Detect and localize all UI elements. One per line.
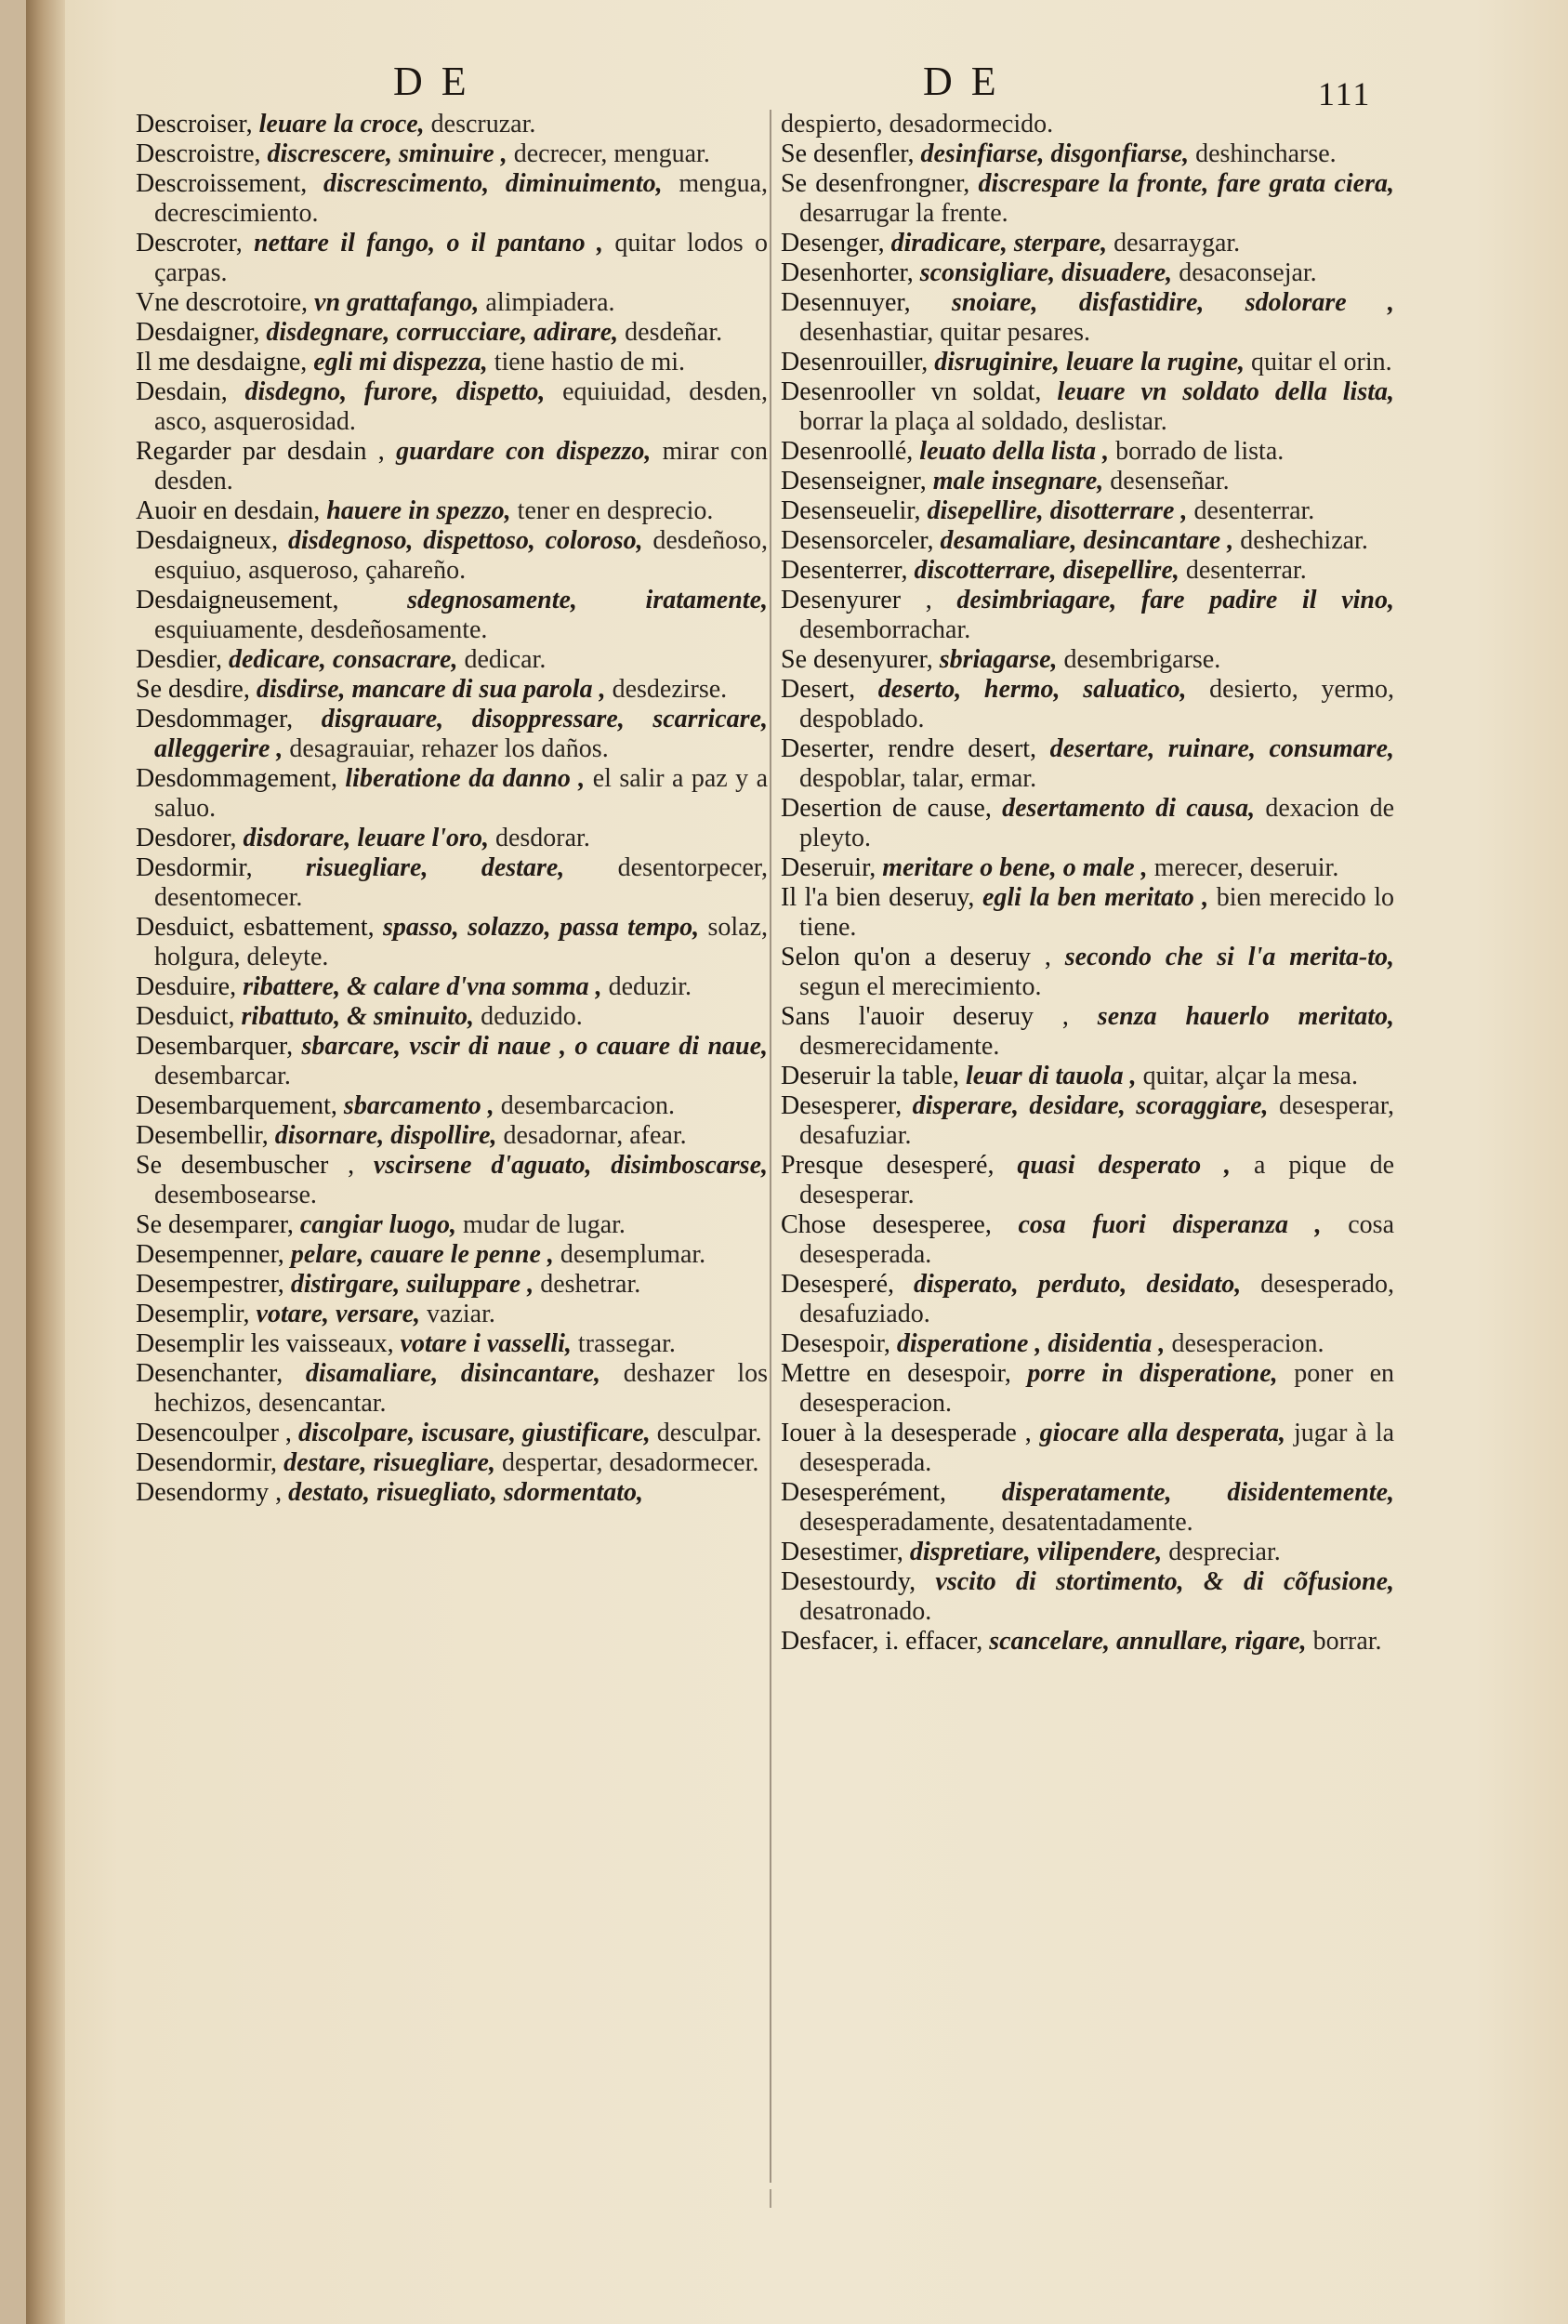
entry-headword: Desdaigneusement, [136,586,339,614]
entry-italian: discrescimento, diminuimento, [323,169,663,198]
entry-italian: leuare la croce, [258,110,425,139]
entry-headword: Desenseigner, [781,467,927,495]
entry-italian: vscirsene d'aguato, disimboscarse, [373,1151,768,1180]
entry-italian: discrescere, sminuire , [267,139,507,168]
running-head-left: DE [393,59,485,104]
entry-headword: Desert, [781,675,856,704]
dictionary-entry [781,288,1394,348]
entry-spanish: mirar con desden. [154,437,768,495]
dictionary-entry [781,526,1394,556]
entry-headword: Deseruir, [781,853,876,882]
dictionary-entry [136,1240,768,1270]
entry-headword: Desdommager, [136,705,294,733]
entry-italian: disepellire, disotterrare , [927,496,1188,525]
entry-headword: Selon qu'on a deseruy , [781,943,1051,971]
dictionary-entry [136,110,768,139]
entry-spanish: desembarcar. [154,1062,291,1090]
entry-spanish: desesperacion. [1171,1329,1324,1358]
entry-italian: deserto, hermo, saluatico, [877,675,1187,704]
entry-italian: disruginire, leuare la rugine, [934,348,1245,376]
dictionary-entry [781,467,1394,496]
entry-headword: Descroissement, [136,169,308,198]
entry-spanish: desaconsejar. [1179,258,1317,287]
entry-italian: disornare, dispollire, [274,1121,497,1150]
entry-spanish: despoblar, talar, ermar. [799,764,1037,793]
entry-italian: discrespare la fronte, fare grata ciera, [978,169,1394,198]
dictionary-entry [781,1419,1394,1478]
dictionary-entry [136,913,768,972]
entry-spanish: desarraygar. [1113,229,1241,257]
entry-headword: Chose desesperee, [781,1210,992,1239]
entry-headword: Desdaigner, [136,318,260,347]
entry-italian: disperato, perduto, desidato, [914,1270,1242,1299]
dictionary-entry [781,110,1394,139]
entry-headword: Desfacer, i. effacer, [781,1627,983,1656]
entry-italian: liberatione da danno , [345,764,586,793]
entry-spanish: desdorar. [494,824,590,852]
entry-spanish: solaz, holgura, deleyte. [154,913,768,971]
entry-headword: Desenterrer, [781,556,908,585]
entry-spanish: desdezirse. [612,675,728,704]
entry-spanish: desmerecidamente. [799,1032,1000,1061]
entry-headword: Desesperer, [781,1091,903,1120]
entry-italian: dispretiare, vilipendere, [909,1538,1163,1566]
dictionary-entry [781,1538,1394,1567]
dictionary-entry [781,348,1394,377]
entry-spanish: trassegar. [577,1329,676,1358]
entry-spanish: deshazer los hechizos, desencantar. [154,1359,768,1418]
entry-headword: Desespoir, [781,1329,890,1358]
dictionary-entry [136,437,768,496]
dictionary-entry [781,883,1394,943]
entry-italian: distirgare, suiluppare , [290,1270,534,1299]
entry-spanish: deshechizar. [1240,526,1368,555]
entry-spanish: despreciar. [1168,1538,1281,1566]
entry-italian: desertare, ruinare, consumare, [1049,734,1394,763]
dictionary-entry [781,139,1394,169]
dictionary-entry [781,794,1394,853]
entry-spanish: deshincharse. [1195,139,1337,168]
entry-italian: pelare, cauare le penne , [290,1240,554,1269]
entry-headword: Mettre en desespoir, [781,1359,1011,1388]
entry-spanish: mengua, decrescimiento. [154,169,768,228]
entry-headword: Desembellir, [136,1121,269,1150]
entry-spanish: decrecer, menguar. [513,139,710,168]
entry-headword: Desenrooller vn soldat, [781,377,1042,406]
dictionary-entry [136,1478,768,1508]
entry-spanish: poner en desesperacion. [799,1359,1394,1418]
entry-spanish: dedicar. [464,645,547,674]
entry-spanish: dexacion de pleyto. [799,794,1394,852]
entry-spanish: tener en desprecio. [517,496,714,525]
column-rule-tail [770,2189,771,2208]
dictionary-entry [136,229,768,288]
entry-italian: porre in disperatione, [1027,1359,1278,1388]
dictionary-entry [781,734,1394,794]
dictionary-entry [136,764,768,824]
dictionary-entry [781,229,1394,258]
entry-headword: Desennuyer, [781,288,911,317]
dictionary-entry [781,853,1394,883]
entry-italian: destato, risuegliato, sdormentato, [288,1478,644,1507]
entry-spanish: merecer, deseruir. [1153,853,1339,882]
entry-italian: desinfiarse, disgonfiarse, [920,139,1190,168]
entry-italian: risuegliare, destare, [306,853,565,882]
dictionary-entry [136,1300,768,1329]
dictionary-entry [136,645,768,675]
dictionary-entry [781,1210,1394,1270]
entry-italian: spasso, solazzo, passa tempo, [383,913,700,942]
column-rule [770,110,771,2183]
entry-spanish: a pique de desesperar. [799,1151,1394,1209]
entry-headword: Se desenyurer, [781,645,933,674]
entry-headword: Desesperé, [781,1270,895,1299]
entry-italian: votare i vasselli, [400,1329,572,1358]
entry-italian: cosa fuori disperanza , [1018,1210,1322,1239]
entry-headword: Desembarquer, [136,1032,294,1061]
entry-spanish: desierto, yermo, despoblado. [799,675,1394,733]
entry-spanish: quitar, alçar la mesa. [1142,1062,1358,1090]
dictionary-entry [136,348,768,377]
dictionary-entry [136,1329,768,1359]
entry-italian: quasi desperato , [1017,1151,1232,1180]
entry-headword: Desencoulper , [136,1419,292,1447]
entry-italian: leuar di tauola , [966,1062,1137,1090]
entry-spanish: desarrugar la frente. [799,199,1008,228]
entry-italian: cangiar luogo, [299,1210,456,1239]
page-number: 111 [1318,75,1372,112]
entry-spanish: desembrigarse. [1063,645,1221,674]
dictionary-entry [136,526,768,586]
dictionary-entry [781,943,1394,1002]
entry-spanish: desesperadamente, desatentadamente. [799,1508,1193,1537]
entry-italian: desertamento di causa, [1002,794,1256,823]
entry-italian: votare, versare, [256,1300,421,1328]
entry-spanish: equiuidad, desden, asco, asquerosidad. [154,377,768,436]
entry-headword: Desestourdy, [781,1567,916,1596]
dictionary-entry [136,972,768,1002]
entry-italian: vn grattafango, [314,288,480,317]
dictionary-entry [781,1002,1394,1062]
entry-spanish: esquiuamente, desdeñosamente. [154,615,488,644]
entry-spanish: desadornar, afear. [503,1121,687,1150]
entry-headword: Desenrouiller, [781,348,929,376]
entry-spanish: desembarcacion. [500,1091,676,1120]
entry-italian: leuato della lista , [919,437,1110,466]
entry-headword: Desdaigneux, [136,526,279,555]
right-column [781,110,1394,2248]
entry-spanish: quitar lodos o çarpas. [154,229,768,287]
entry-italian: leuare vn soldato della lista, [1057,377,1394,406]
entry-headword: Descroistre, [136,139,261,168]
entry-italian: egli la ben meritato , [982,883,1209,912]
entry-spanish: despierto, desadormecido. [781,110,1054,139]
entry-spanish: jugar à la desesperada. [799,1419,1394,1477]
dictionary-entry [781,556,1394,586]
entry-headword: Desdain, [136,377,228,406]
entry-spanish: vaziar. [427,1300,495,1328]
entry-spanish: despertar, desadormecer. [501,1448,759,1477]
dictionary-entry [781,586,1394,645]
entry-spanish: desdeñoso, esquiuo, asqueroso, çahareño. [154,526,768,585]
entry-spanish: tiene hastio de mi. [494,348,686,376]
dictionary-entry [136,1210,768,1240]
entry-italian: dedicare, consacrare, [228,645,458,674]
dictionary-entry [781,437,1394,467]
entry-headword: Desduict, esbattement, [136,913,375,942]
entry-italian: disperatione , disidentia , [896,1329,1166,1358]
book-page [26,0,1568,2324]
entry-italian: disamaliare, disincantare, [305,1359,601,1388]
entry-spanish: borrado de lista. [1115,437,1285,466]
entry-italian: ribattere, & calare d'vna somma , [243,972,602,1001]
entry-italian: disdegnoso, dispettoso, coloroso, [287,526,643,555]
entry-italian: meritare o bene, o male , [882,853,1148,882]
dictionary-entry [781,169,1394,229]
dictionary-entry [136,169,768,229]
entry-italian: disdegnare, corrucciare, adirare, [266,318,619,347]
entry-spanish: cosa desesperada. [799,1210,1394,1269]
entry-headword: Desdommagement, [136,764,337,793]
entry-headword: Desenger, [781,229,885,257]
entry-italian: destare, risuegliare, [283,1448,495,1477]
dictionary-entry [136,288,768,318]
entry-italian: sbarcamento , [343,1091,494,1120]
dictionary-entry [136,318,768,348]
entry-headword: Desdier, [136,645,222,674]
entry-italian: ribattuto, & sminuito, [241,1002,475,1031]
entry-spanish: segun el merecimiento. [799,972,1042,1001]
dictionary-entry [781,1627,1394,1657]
entry-headword: Desemplir, [136,1300,250,1328]
entry-headword: Se desdire, [136,675,250,704]
entry-spanish: deshetrar. [540,1270,641,1299]
entry-spanish: bien merecido lo tiene. [799,883,1394,942]
entry-italian: sdegnosamente, iratamente, [407,586,768,614]
entry-spanish: desculpar. [656,1419,762,1447]
entry-italian: disdirse, mancare di sua parola , [256,675,606,704]
entry-headword: Descroter, [136,229,243,257]
dictionary-entry [781,675,1394,734]
entry-italian: senza hauerlo meritato, [1097,1002,1394,1031]
dictionary-entry [136,824,768,853]
entry-spanish: descruzar. [430,110,536,139]
entry-spanish: desenterrar. [1193,496,1315,525]
dictionary-entry [781,1151,1394,1210]
entry-spanish: desdeñar. [625,318,723,347]
entry-italian: discolpare, iscusare, giustificare, [297,1419,651,1447]
dictionary-entry [136,1002,768,1032]
entry-spanish: desembosearse. [154,1181,317,1209]
entry-headword: Desenseuelir, [781,496,921,525]
entry-headword: Il l'a bien deseruy, [781,883,975,912]
entry-italian: desamaliare, desincantare , [940,526,1234,555]
entry-headword: Se desenfrongner, [781,169,970,198]
entry-headword: Vne descrotoire, [136,288,309,317]
dictionary-entry [136,377,768,437]
entry-headword: Desempenner, [136,1240,284,1269]
dictionary-entry [136,1359,768,1419]
dictionary-entry [136,139,768,169]
entry-italian: sbarcare, vscir di naue , o cauare di naue, [301,1032,768,1061]
entry-headword: Presque desesperé, [781,1151,995,1180]
entry-headword: Deseruir la table, [781,1062,960,1090]
entry-headword: Auoir en desdain, [136,496,321,525]
entry-italian: disperare, desidare, scoraggiare, [912,1091,1269,1120]
entry-italian: disdorare, leuare l'oro, [243,824,489,852]
dictionary-entry [136,1419,768,1448]
entry-italian: snoiare, disfastidire, sdolorare , [951,288,1394,317]
dictionary-entry [136,496,768,526]
entry-headword: Se desembuscher , [136,1151,355,1180]
dictionary-entry [781,258,1394,288]
entry-spanish: desesperar, desafuziar. [799,1091,1394,1150]
entry-spanish: desemborrachar. [799,615,971,644]
entry-spanish: deduzido. [481,1002,583,1031]
entry-headword: Desertion de cause, [781,794,992,823]
dictionary-entry [781,1567,1394,1627]
entry-headword: Se desenfler, [781,139,915,168]
entry-italian: scancelare, annullare, rigare, [989,1627,1307,1656]
dictionary-entry [136,1032,768,1091]
entry-italian: egli mi dispezza, [313,348,488,376]
entry-headword: Desesperément, [781,1478,947,1507]
entry-headword: Desdorer, [136,824,237,852]
entry-spanish: quitar el orin. [1251,348,1392,376]
entry-headword: Il me desdaigne, [136,348,308,376]
entry-headword: Desestimer, [781,1538,903,1566]
entry-spanish: desenhastiar, quitar pesares. [799,318,1090,347]
dictionary-entry [781,1359,1394,1419]
entry-italian: sconsigliare, disuadere, [919,258,1173,287]
entry-headword: Desempestrer, [136,1270,284,1299]
dictionary-entry [781,1270,1394,1329]
entry-italian: guardare con dispezzo, [396,437,652,466]
dictionary-entry [781,1091,1394,1151]
entry-italian: hauere in spezzo, [326,496,511,525]
entry-headword: Desduire, [136,972,237,1001]
entry-spanish: mudar de lugar. [462,1210,626,1239]
dictionary-entry [136,1270,768,1300]
entry-spanish: borrar. [1312,1627,1382,1656]
dictionary-entry [136,1448,768,1478]
dictionary-entry [136,675,768,705]
dictionary-entry [781,496,1394,526]
entry-spanish: borrar la plaça al soldado, deslistar. [799,407,1167,436]
entry-spanish: desemplumar. [560,1240,706,1269]
entry-spanish: desesperado, desafuziado. [799,1270,1394,1328]
dictionary-entry [781,377,1394,437]
dictionary-entry [781,1478,1394,1538]
entry-italian: disdegno, furore, dispetto, [244,377,546,406]
entry-headword: Desensorceler, [781,526,934,555]
entry-headword: Deserter, rendre desert, [781,734,1037,763]
entry-headword: Desenhorter, [781,258,914,287]
entry-italian: secondo che si l'a merita-to, [1064,943,1394,971]
entry-headword: Desendormy , [136,1478,283,1507]
entry-headword: Desendormir, [136,1448,278,1477]
entry-italian: discotterrare, disepellire, [914,556,1179,585]
entry-headword: Iouer à la desesperade , [781,1419,1032,1447]
entry-italian: nettare il fango, o il pantano , [254,229,603,257]
entry-italian: sbriagarse, [939,645,1058,674]
entry-italian: diradicare, sterpare, [890,229,1108,257]
entry-headword: Regarder par desdain , [136,437,385,466]
entry-spanish: desatronado. [799,1597,932,1626]
dictionary-entry [781,645,1394,675]
entry-headword: Desembarquement, [136,1091,337,1120]
entry-headword: Desemplir les vaisseaux, [136,1329,394,1358]
entry-italian: male insegnare, [932,467,1104,495]
entry-headword: Se desemparer, [136,1210,294,1239]
dictionary-entry [781,1329,1394,1359]
entry-spanish: desenterrar. [1185,556,1307,585]
dictionary-entry [781,1062,1394,1091]
dictionary-entry [136,1151,768,1210]
entry-headword: Desenchanter, [136,1359,283,1388]
entry-spanish: desentorpecer, desentomecer. [154,853,768,912]
dictionary-entry [136,1091,768,1121]
entry-headword: Descroiser, [136,110,253,139]
dictionary-entry [136,705,768,764]
entry-italian: vscito di stortimento, & di cõfusione, [935,1567,1394,1596]
entry-italian: desimbriagare, fare padire il vino, [956,586,1394,614]
binding-gutter [26,0,65,2324]
entry-italian: disperatamente, disidentemente, [1001,1478,1394,1507]
entry-italian: giocare alla desperata, [1039,1419,1286,1447]
dictionary-entry [136,586,768,645]
entry-italian: disgrauare, disoppressare, scarricare, alleggerire , [154,705,768,763]
dictionary-entry [136,1121,768,1151]
entry-spanish: desagrauiar, rehazer los daños. [289,734,609,763]
entry-headword: Desenyurer , [781,586,932,614]
entry-headword: Desdormir, [136,853,253,882]
dictionary-entry [136,853,768,913]
left-column [136,110,768,2248]
entry-headword: Sans l'auoir deseruy , [781,1002,1069,1031]
entry-headword: Desduict, [136,1002,235,1031]
entry-spanish: desenseñar. [1110,467,1230,495]
entry-headword: Desenroollé, [781,437,914,466]
entry-spanish: deduzir. [608,972,692,1001]
entry-spanish: el salir a paz y a saluo. [154,764,768,823]
entry-spanish: alimpiadera. [485,288,615,317]
running-head-right: DE [923,59,1015,104]
